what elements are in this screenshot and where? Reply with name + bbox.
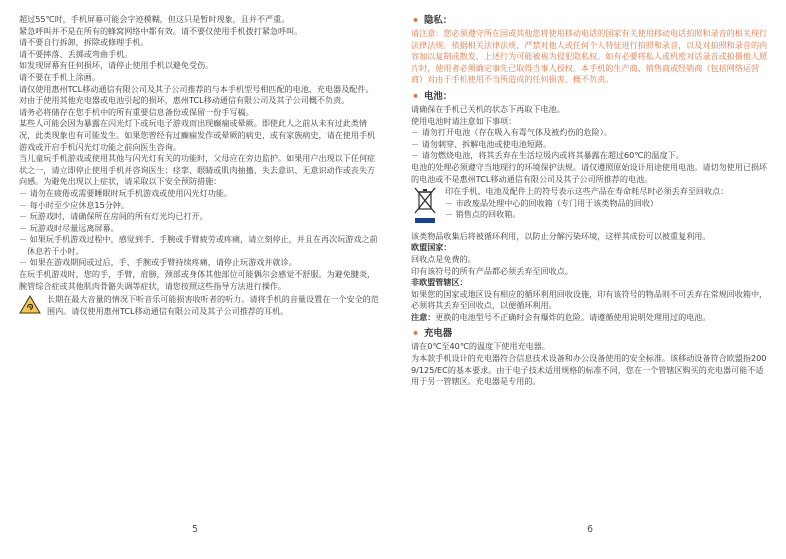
bullet-icon: • — [412, 327, 420, 341]
bullet-icon: • — [412, 89, 420, 103]
caution-label: 注意： — [411, 311, 436, 322]
section-title: 电池： — [424, 90, 453, 102]
list-item: － 每小时至少应休息15分钟。 — [19, 199, 129, 210]
list-item: － 请勿燃烧电池，将其丢弃在生活垃圾内或将其暴露在超过60℃的温度下。 — [411, 150, 684, 161]
bullet-icon: • — [412, 14, 420, 27]
paragraph: 请仅使用惠州TCL移动通信有限公司及其子公司推荐的与本手机型号相匹配的电池、充电器及配件。对由于使用其他充电器或电池引起的损坏，惠州TCL移动通信有限公司及其子公司概不负责。 — [19, 83, 374, 106]
list-item: － 请勿刺穿、拆解电池或使电池短路。 — [411, 138, 552, 149]
paragraph: 使用电池时请注意如下事项： — [411, 115, 517, 126]
section-heading-privacy — [411, 14, 768, 27]
paragraph: 印在手机、电池及配件上的符号表示这些产品在寿命耗尽时必须丢弃至回收点： — [445, 186, 729, 197]
paragraph: 在玩手机游戏时，您的手，手臂，肩膀，颈部或身体其他部位可能偶尔会感觉不舒服。为避免腱炎，腕管综合症或其他肌肉骨骼失调等症状，请您按照这些指导方法进行操作。 — [19, 269, 376, 291]
section-title: 充电器 — [424, 328, 453, 340]
paragraph: 该类物品收集后将被循环利用，以防止分解污染环境，这样其成份可以被重复利用。 — [411, 230, 711, 241]
paragraph: 请不要自行拆卸，拆除或修理手机。 — [19, 37, 149, 48]
list-item: － 请勿在疲倦或需要睡眠时玩手机游戏或使用闪光灯功能。 — [19, 187, 233, 198]
list-item: － 如果在游戏期间或过后，手、手腕或手臂持续疼痛，请停止玩游戏并就诊。 — [19, 257, 297, 268]
right-column — [411, 14, 768, 388]
list-item: － 如果玩手机游戏过程中，感觉到手、手腕或手臂疲劳或疼痛，请立刻停止，并且在再次玩游戏之前休息若干小时。 — [19, 234, 378, 256]
paragraph: 如发现屏幕有任何损坏，请停止使用手机以避免受伤。 — [19, 60, 214, 71]
paragraph: 超过55℃时，手机屏幕可能会字迹模糊，但这只是暂时现象，且并不严重。 — [19, 14, 290, 24]
section-title: 隐私： — [424, 15, 453, 26]
list-item: － 玩游戏时，请确保所在房间的所有灯光均已打开。 — [19, 211, 208, 222]
list-item: － 销售点的回收箱。 — [445, 209, 521, 220]
list-item: － 玩游戏时尽量远离屏幕。 — [19, 222, 119, 233]
crossed-bin-icon — [411, 186, 439, 230]
privacy-text: 请注意：您必须遵守所在国或其他您将使用移动电话的国家有关使用移动电话拍照和录音的相关现行法律法规。依据相关法律法规，严禁对他人或任何个人特征进行拍照和录音，以及对拍照和录音的内容加以复制或散发，上述行为可能被视为侵犯隐私权。如有必要将私人或机密对话录音或拍摄他人照片时，使用者必须确定事先已取得当事人授权。本手机的生产商、销售商或经销商（包括网络运营商）对由于手机使用不当所造成的任何损害，概不负责。 — [411, 28, 768, 85]
paragraph: 请不要摔落、丢掷或弯曲手机。 — [19, 48, 133, 59]
paragraph: 电池的处理必须遵守当地现行的环境保护法规。请仅遵照原始设计用途使用电池。请切勿使用已损坏的电池或不是惠州TCL移动通信有限公司及其子公司所推荐的电池。 — [411, 161, 768, 184]
page-number: 6 — [587, 524, 594, 535]
caution-text: 更换的电池型号不正确时会有爆炸的危险。请遵循使用说明处理用过的电池。 — [435, 311, 711, 322]
paragraph: 当儿童玩手机游戏或使用其他与闪光灯有关的功能时，父母应在旁边监护。如果用户出现以下任何症状之一，请立即停止使用手机并咨询医生：痉挛、眼睛或肌肉抽搐、失去意识、无意识动作或丧失方向感。为避免出现以上症状，请采取以下安全预防措施： — [19, 153, 376, 187]
paragraph: 回收点是免费的。 — [411, 253, 476, 264]
list-item: － 市政废品处理中心的回收箱（专门用于该类物品的回收） — [445, 197, 659, 208]
section-heading-battery — [411, 90, 768, 103]
non-eu-label: 非欧盟管辖区： — [411, 277, 468, 288]
paragraph: 为本款手机设计的充电器符合信息技术设备和办公设备使用的安全标准。该移动设备符合欧盟指2009/125/EC的基本要求。由于电子技术适用规格的标准不同，您在一个管辖区购买的充电器可能不适用于另一管辖区。充电器是专用的。 — [411, 353, 767, 387]
recycle-symbol-text — [439, 186, 768, 221]
paragraph: 印有该符号的所有产品都必须丢弃至回收点。 — [411, 265, 573, 276]
section-heading-charger — [411, 327, 768, 340]
caution-paragraph — [411, 312, 768, 324]
paragraph: 如果您的国家或地区设有相应的循环利用回收设施，印有该符号的物品则不可丢弃在常规回收箱中，必须将其丢弃至回收点，以便循环利用。 — [411, 288, 768, 311]
paragraph: 紧急呼叫并不是在所有的蜂窝网络中都有效。请不要仅使用手机拨打紧急呼叫。 — [19, 25, 303, 36]
paragraph: 某些人可能会因为暴露在闪光灯下或玩电子游戏而出现癫痫或晕厥。即使此人之前从未有过此类情况，此类现象也有可能发生。如果您曾经有过癫痫发作或晕厥的病史，或有家族病史，请在使用手机游戏或开启手机闪光灯功能之前向医生咨询。 — [19, 118, 376, 152]
page-number: 5 — [192, 524, 199, 535]
paragraph: 请务必将储存在您手机中的所有重要信息备份或保留一份手写稿。 — [19, 106, 254, 117]
eu-label: 欧盟国家： — [411, 242, 452, 253]
paragraph: 请确保在手机已关机的状态下再取下电池。 — [411, 103, 565, 114]
paragraph: 请不要在手机上涂画。 — [19, 71, 100, 82]
recycle-symbol-block — [411, 186, 768, 230]
paragraph: 请在0℃至40℃的温度下使用充电器。 — [411, 341, 550, 352]
hearing-warning-text: 长期在最大音量的情况下听音乐可能损害收听者的听力。请将手机的音量设置在一个安全的范围内。请仅使用惠州TCL移动通信有限公司及其子公司推荐的耳机。 — [47, 294, 379, 316]
list-item: － 请勿打开电池（存在吸入有毒气体及被灼伤的危险）。 — [411, 127, 612, 138]
